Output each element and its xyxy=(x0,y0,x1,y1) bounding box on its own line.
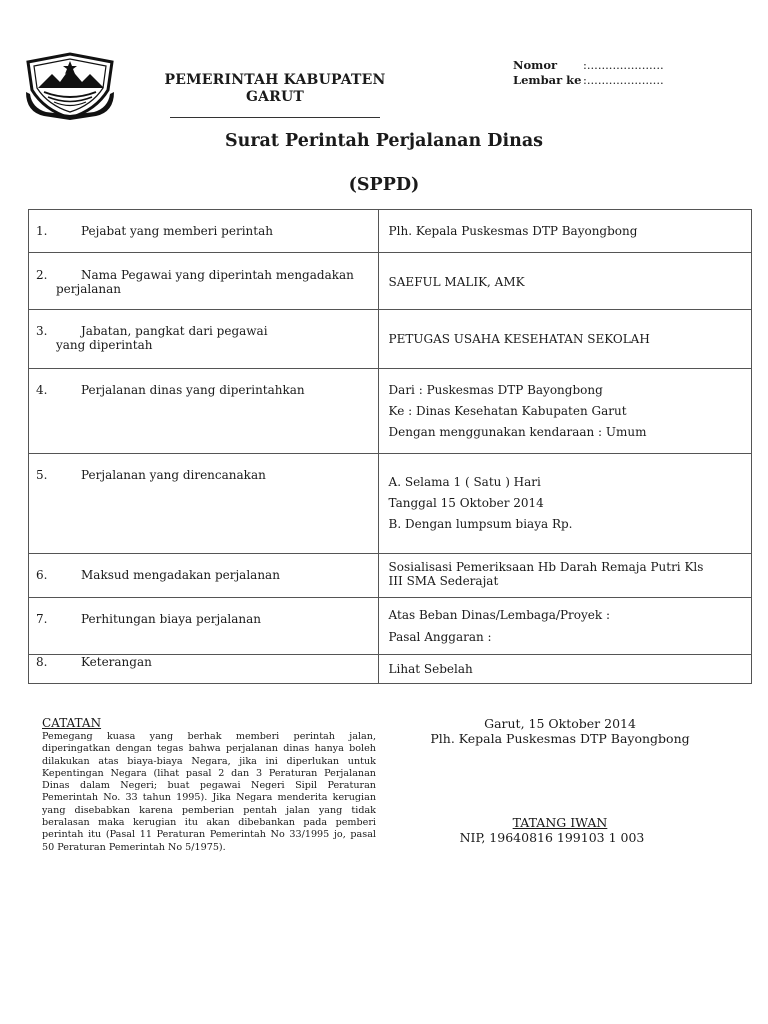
row-value-line: Tanggal 15 Oktober 2014 xyxy=(388,496,544,510)
row-value: PETUGAS USAHA KESEHATAN SEKOLAH xyxy=(388,332,650,346)
table-row xyxy=(29,210,752,253)
government-name-line1: PEMERINTAH KABUPATEN xyxy=(164,72,386,88)
row-value: Lihat Sebelah xyxy=(388,662,473,676)
header-underline xyxy=(170,117,380,118)
table-row xyxy=(29,454,752,554)
row-label-cell xyxy=(29,554,379,598)
row-value-cell xyxy=(378,210,751,253)
row-value-cell xyxy=(378,454,751,554)
signature-date: Garut, 15 Oktober 2014 xyxy=(484,716,636,731)
row-value-cell xyxy=(378,554,751,598)
row-number: 6. xyxy=(36,568,48,582)
row-label: Nama Pegawai yang diperintah mengadakan xyxy=(81,268,354,282)
row-value-line: Dengan menggunakan kendaraan : Umum xyxy=(388,425,647,439)
row-number: 1. xyxy=(36,224,48,238)
row-number: 7. xyxy=(36,612,48,626)
row-label-continued: yang diperintah xyxy=(56,338,153,352)
table-row xyxy=(29,253,752,310)
row-value: Plh. Kepala Puskesmas DTP Bayongbong xyxy=(388,224,638,238)
signature-nip: NIP, 19640816 199103 1 003 xyxy=(459,830,645,845)
nomor-label: Nomor xyxy=(513,58,558,72)
row-value-line: Sosialisasi Pemeriksaan Hb Darah Remaja Putri Kls xyxy=(388,560,704,574)
row-label-cell xyxy=(29,655,379,684)
document-title: Surat Perintah Perjalanan Dinas xyxy=(224,131,544,151)
row-value-line: Dari : Puskesmas DTP Bayongbong xyxy=(388,383,603,397)
row-value-line: Atas Beban Dinas/Lembaga/Proyek : xyxy=(388,608,611,622)
catatan-body: Pemegang kuasa yang berhak memberi perintah jalan, diperingatkan dengan tegas bahwa perjalanan dinas hanya boleh dilakukan atas biaya-biaya Negara, jika ini diperlukan untuk Kepentingan Negara (lihat pasal 2 dan 3 Peraturan Perjalanan Dinas dalam Negeri; buat pegawai Negeri Sipil Peraturan Pemerintah No. 33 tahun 1995). Jika Negara menderita kerugian yang disebabkan karena pemberian pentah jalan yang tidak beralasan maka kerugian itu akan dibebankan pada pemberi perintah itu (Pasal 11 Peraturan Pemerintah No 33/1995 jo, pasal 50 Peraturan Pemerintah No 5/1975). xyxy=(42,731,376,853)
row-label: Perjalanan yang direncanakan xyxy=(81,468,266,482)
row-number: 4. xyxy=(36,383,48,397)
table-row xyxy=(29,655,752,684)
row-value-cell xyxy=(378,310,751,369)
row-label-cell xyxy=(29,369,379,454)
row-value-line: A. Selama 1 ( Satu ) Hari xyxy=(388,475,541,489)
signature-role: Plh. Kepala Puskesmas DTP Bayongbong xyxy=(430,731,690,746)
row-number: 2. xyxy=(36,268,48,282)
row-value: SAEFUL MALIK, AMK xyxy=(388,275,525,289)
row-value-cell xyxy=(378,598,751,655)
nomor-value: :..................... xyxy=(583,58,664,72)
sppd-form-table xyxy=(28,209,752,684)
row-number: 3. xyxy=(36,324,48,338)
nomor-field xyxy=(513,58,753,73)
row-label: Keterangan xyxy=(81,655,152,669)
row-label-continued: perjalanan xyxy=(56,282,121,296)
lembar-label: Lembar ke xyxy=(513,73,582,87)
lembar-value: :..................... xyxy=(583,73,664,87)
row-label-cell xyxy=(29,210,379,253)
row-value-cell xyxy=(378,369,751,454)
row-number: 8. xyxy=(36,655,48,669)
row-value-cell xyxy=(378,253,751,310)
row-label: Pejabat yang memberi perintah xyxy=(81,224,273,238)
row-value-line: Ke : Dinas Kesehatan Kabupaten Garut xyxy=(388,404,627,418)
garut-emblem-logo xyxy=(24,52,116,122)
row-label: Perhitungan biaya perjalanan xyxy=(81,612,262,626)
row-label: Perjalanan dinas yang diperintahkan xyxy=(81,383,305,397)
row-label: Jabatan, pangkat dari pegawai xyxy=(81,324,268,338)
table-row xyxy=(29,598,752,655)
row-number: 5. xyxy=(36,468,48,482)
row-value-line: B. Dengan lumpsum biaya Rp. xyxy=(388,517,573,531)
table-row xyxy=(29,554,752,598)
row-value-line: III SMA Sederajat xyxy=(388,574,499,588)
signature-name: TATANG IWAN xyxy=(512,815,608,830)
document-subtitle: (SPPD) xyxy=(348,175,420,195)
row-label: Maksud mengadakan perjalanan xyxy=(81,568,280,582)
row-label-cell xyxy=(29,310,379,369)
catatan-title: CATATAN xyxy=(42,716,102,730)
table-row xyxy=(29,310,752,369)
row-value-line: Pasal Anggaran : xyxy=(388,630,492,644)
row-label-cell xyxy=(29,253,379,310)
government-name-line2: GARUT xyxy=(245,89,305,105)
lembar-field xyxy=(513,73,753,88)
row-label-cell xyxy=(29,454,379,554)
row-value-cell xyxy=(378,655,751,684)
row-label-cell xyxy=(29,598,379,655)
table-row xyxy=(29,369,752,454)
